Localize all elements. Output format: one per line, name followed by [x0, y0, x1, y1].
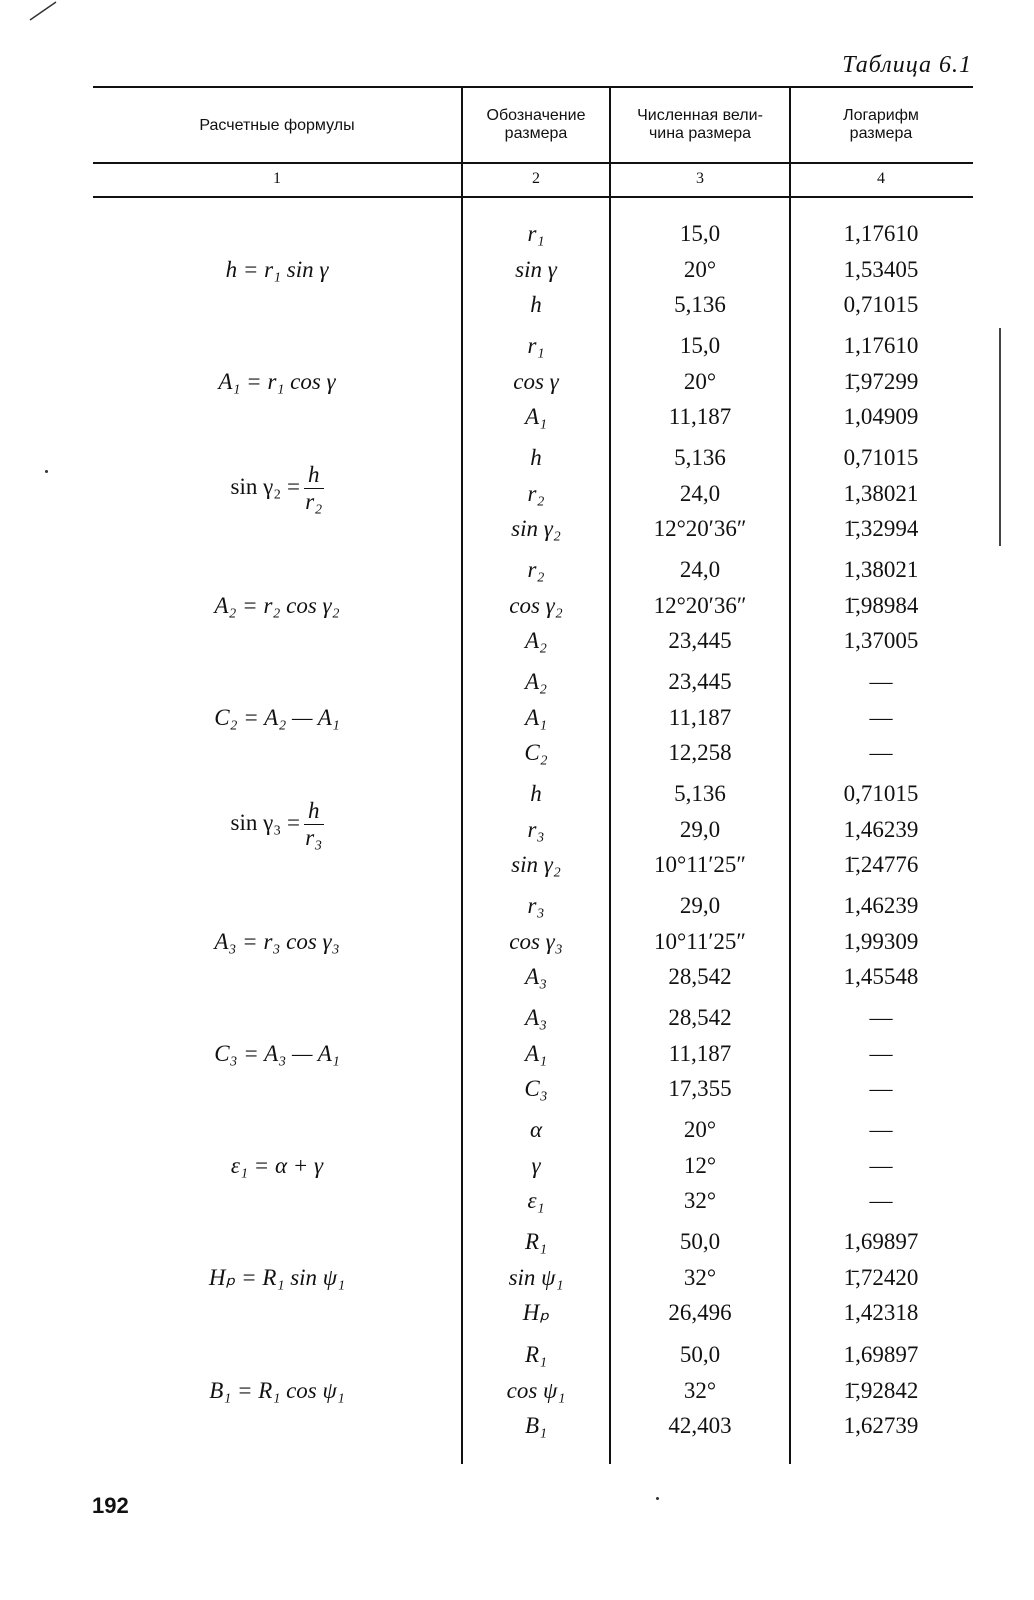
- cell-designation: cos γ: [513, 368, 559, 394]
- header-logarithm-line1: Логарифм: [843, 107, 919, 124]
- cell-logarithm: 1̄,97299: [843, 368, 919, 394]
- cell-logarithm: 1,38021: [843, 557, 919, 582]
- header-numeric-line1: Численная вели-: [637, 107, 763, 124]
- cell-designation: r₃: [527, 816, 545, 842]
- formula-4: A₂ = r₂ cos γ₂: [214, 593, 340, 618]
- cell-logarithm: —: [869, 1040, 893, 1066]
- cell-value: 23,445: [668, 669, 732, 694]
- cell-value: 11,187: [668, 1040, 732, 1066]
- formula-8: C₃ = A₃ — A₁: [214, 1041, 340, 1066]
- cell-value: 15,0: [679, 221, 721, 246]
- cell-value: 50,0: [679, 1342, 721, 1367]
- cell-logarithm: 1,17610: [843, 333, 919, 358]
- cell-value: 29,0: [679, 893, 721, 918]
- cell-value: 12°20′36″: [653, 592, 747, 618]
- formula-3: [93, 462, 461, 515]
- fraction-numerator: h: [304, 462, 324, 489]
- header-logarithm-line2: размера: [849, 125, 913, 142]
- cell-designation: h: [530, 781, 542, 806]
- cell-designation: A₂: [524, 628, 548, 653]
- cell-value: 10°11′25″: [654, 852, 746, 877]
- cell-designation: sin γ₂: [511, 852, 561, 877]
- cell-logarithm: —: [869, 1076, 893, 1101]
- cell-logarithm: 0,71015: [843, 781, 919, 806]
- cell-value: 20°: [683, 256, 717, 282]
- fraction-denominator: r₃: [305, 825, 323, 850]
- cell-value: 32°: [683, 1264, 717, 1290]
- cell-designation: cos γ₂: [509, 592, 563, 618]
- scan-speck: [656, 1497, 659, 1500]
- column-number-2: 2: [532, 170, 540, 187]
- header-designation-line2: размера: [504, 125, 568, 142]
- cell-value: 50,0: [679, 1229, 721, 1254]
- page-number: 192: [92, 1493, 129, 1518]
- scan-speck: [45, 470, 48, 473]
- cell-designation: γ: [531, 1152, 541, 1178]
- cell-value: 12,258: [668, 740, 732, 765]
- cell-logarithm: 1,42318: [843, 1300, 919, 1325]
- cell-value: 28,542: [668, 1005, 732, 1030]
- cell-designation: ε₁: [527, 1188, 545, 1213]
- formula-7: A₃ = r₃ cos γ₃: [214, 929, 340, 954]
- cell-logarithm: 0,71015: [843, 292, 919, 317]
- fraction-denominator: r₂: [305, 489, 323, 514]
- cell-designation: A₁: [524, 404, 548, 429]
- cell-logarithm: —: [869, 669, 893, 694]
- cell-value: 10°11′25″: [654, 928, 746, 954]
- cell-designation: R₁: [524, 1229, 548, 1254]
- cell-value: 23,445: [668, 628, 732, 653]
- cell-designation: A₂: [524, 669, 548, 694]
- cell-logarithm: 1̄,32994: [843, 516, 919, 541]
- cell-logarithm: 1̄,24776: [843, 852, 919, 877]
- cell-value: 20°: [683, 1117, 717, 1142]
- cell-designation: r₂: [527, 557, 545, 582]
- cell-logarithm: 1̄,92842: [843, 1377, 919, 1403]
- cell-logarithm: 1,46239: [843, 816, 919, 842]
- cell-logarithm: 1,04909: [843, 404, 919, 429]
- cell-designation: r₃: [527, 893, 545, 918]
- cell-value: 29,0: [679, 816, 721, 842]
- header-logarithm: [790, 107, 972, 143]
- cell-logarithm: 1,45548: [843, 964, 919, 989]
- cell-designation: sin γ: [515, 256, 557, 282]
- cell-designation: h: [530, 445, 542, 470]
- formula-11: B₁ = R₁ cos ψ₁: [209, 1378, 345, 1403]
- cell-logarithm: 1,53405: [843, 256, 919, 282]
- cell-designation: cos γ₃: [509, 928, 563, 954]
- cell-designation: sin ψ₁: [508, 1264, 564, 1290]
- formula-9: ε₁ = α + γ: [230, 1153, 324, 1178]
- cell-logarithm: —: [869, 1188, 893, 1213]
- cell-designation: A₃: [524, 1005, 548, 1030]
- cell-value: 28,542: [668, 964, 732, 989]
- table-caption: Таблица 6.1: [842, 52, 972, 78]
- cell-value: 24,0: [679, 557, 721, 582]
- cell-designation: C₂: [524, 740, 548, 765]
- column-number-4: 4: [877, 170, 885, 187]
- cell-designation: r₂: [527, 480, 545, 506]
- header-numeric-line2: чина размера: [648, 125, 752, 142]
- cell-logarithm: 0,71015: [843, 445, 919, 470]
- cell-logarithm: —: [869, 1117, 893, 1142]
- cell-designation: r₁: [527, 333, 545, 358]
- cell-logarithm: 1̄,98984: [843, 592, 919, 618]
- formula-fraction: [304, 462, 324, 515]
- cell-value: 32°: [683, 1377, 717, 1403]
- formula-lhs: sin γ₃ =: [230, 809, 300, 835]
- cell-logarithm: 1,37005: [843, 628, 919, 653]
- header-numeric-value: [610, 107, 790, 143]
- cell-logarithm: 1,99309: [843, 928, 919, 954]
- formula-5: C₂ = A₂ — A₁: [214, 705, 340, 730]
- column-number-rule: [93, 196, 973, 198]
- cell-logarithm: —: [869, 740, 893, 765]
- cell-value: 5,136: [674, 445, 726, 470]
- cell-value: 11,187: [668, 404, 732, 429]
- header-designation: [462, 107, 610, 143]
- header-bottom-rule: [93, 162, 973, 164]
- cell-value: 12°20′36″: [653, 516, 747, 541]
- cell-logarithm: 1,69897: [843, 1342, 919, 1367]
- cell-designation: cos ψ₁: [506, 1377, 566, 1403]
- formula-10: Hₚ = R₁ sin ψ₁: [208, 1265, 346, 1290]
- column-number-1: 1: [273, 170, 281, 187]
- header-formulas: Расчетные формулы: [199, 117, 355, 134]
- cell-designation: A₃: [524, 964, 548, 989]
- cell-value: 20°: [683, 368, 717, 394]
- cell-value: 24,0: [679, 480, 721, 506]
- cell-logarithm: —: [869, 1152, 893, 1178]
- cell-designation: r₁: [527, 221, 545, 246]
- formula-6: [93, 798, 461, 851]
- cell-logarithm: —: [869, 704, 893, 730]
- margin-scan-mark: [999, 328, 1001, 546]
- cell-value: 42,403: [668, 1413, 732, 1438]
- fraction-numerator: h: [304, 798, 324, 825]
- cell-value: 11,187: [668, 704, 732, 730]
- cell-logarithm: 1,46239: [843, 893, 919, 918]
- cell-designation: sin γ₂: [511, 516, 561, 541]
- cell-logarithm: —: [869, 1005, 893, 1030]
- formula-1: h = r₁ sin γ: [225, 257, 329, 282]
- cell-designation: A₁: [524, 1040, 548, 1066]
- cell-designation: Hₚ: [522, 1300, 550, 1325]
- cell-value: 26,496: [668, 1300, 732, 1325]
- cell-value: 17,355: [668, 1076, 732, 1101]
- cell-value: 12°: [683, 1152, 717, 1178]
- column-number-3: 3: [696, 170, 704, 187]
- cell-value: 5,136: [674, 781, 726, 806]
- table-top-rule: [93, 86, 973, 88]
- cell-logarithm: 1,62739: [843, 1413, 919, 1438]
- cell-value: 32°: [683, 1188, 717, 1213]
- cell-designation: h: [530, 292, 542, 317]
- cell-designation: R₁: [524, 1342, 548, 1367]
- formula-lhs: sin γ₂ =: [230, 473, 300, 499]
- cell-value: 15,0: [679, 333, 721, 358]
- cell-designation: C₃: [524, 1076, 548, 1101]
- cell-designation: B₁: [524, 1413, 548, 1438]
- cell-logarithm: 1̄,72420: [843, 1264, 919, 1290]
- cell-logarithm: 1,69897: [843, 1229, 919, 1254]
- cell-value: 5,136: [674, 292, 726, 317]
- formula-fraction: [304, 798, 324, 851]
- cell-logarithm: 1,38021: [843, 480, 919, 506]
- cell-designation: A₁: [524, 704, 548, 730]
- pencil-stroke-mark: [28, 0, 58, 22]
- cell-logarithm: 1,17610: [843, 221, 919, 246]
- formula-2: A₁ = r₁ cos γ: [218, 369, 336, 394]
- cell-designation: α: [529, 1117, 543, 1142]
- header-designation-line1: Обозначение: [486, 107, 586, 124]
